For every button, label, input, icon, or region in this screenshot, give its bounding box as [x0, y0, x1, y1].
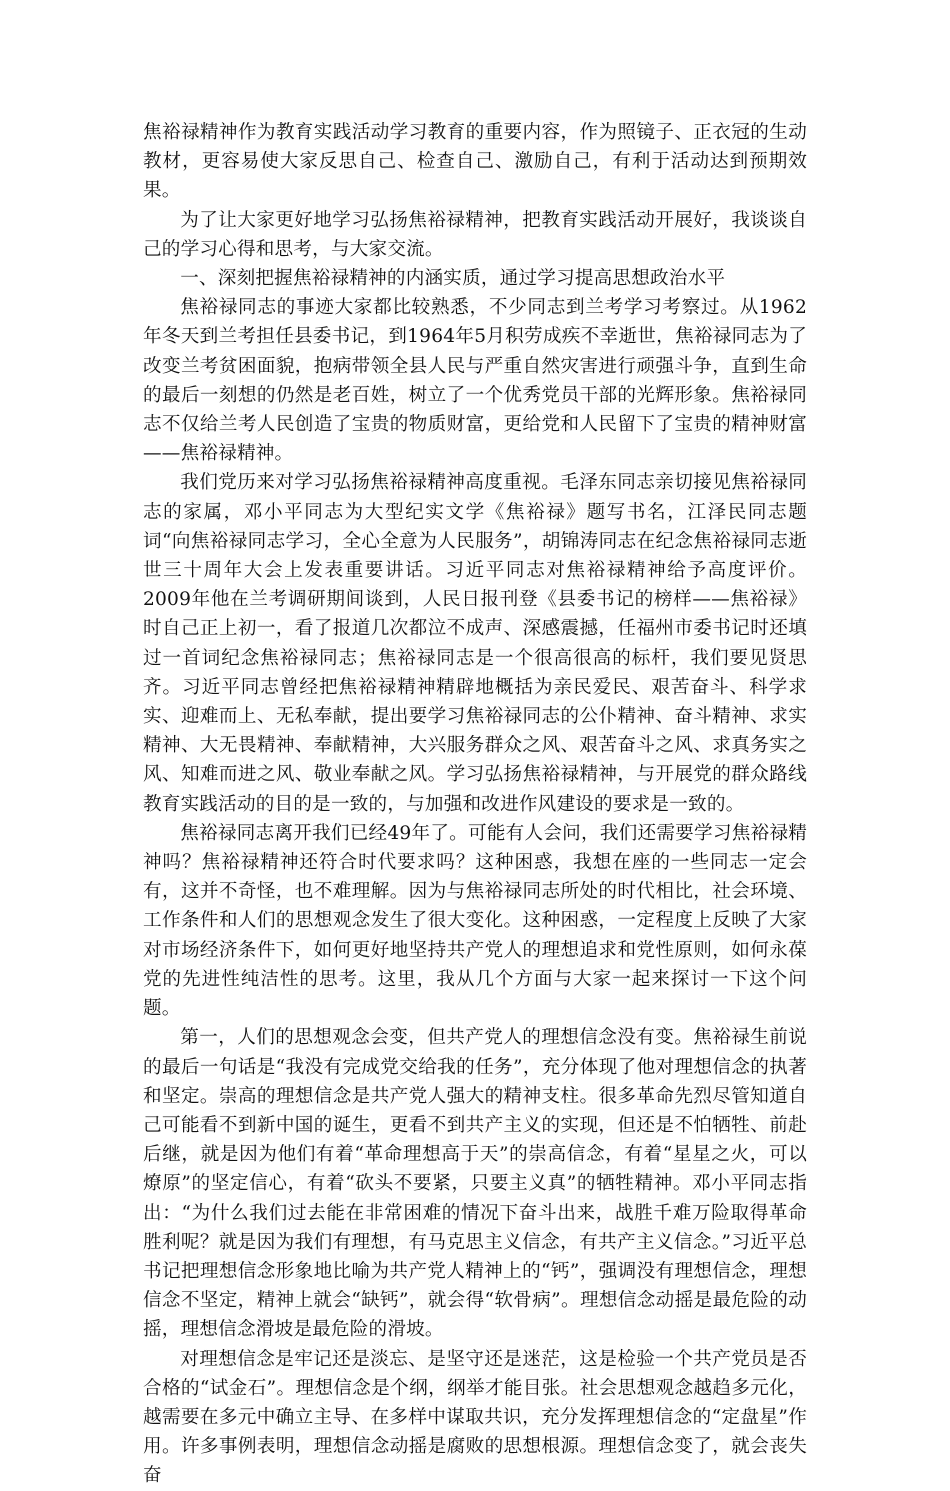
- paragraph: 焦裕禄同志离开我们已经49年了。可能有人会问，我们还需要学习焦裕禄精神吗？焦裕禄精神还符合时代要求吗？这种困惑，我想在座的一些同志一定会有，这并不奇怪，也不难理解。因为与焦裕禄同志所处的时代相比，社会环境、工作条件和人们的思想观念发生了很大变化。这种困惑，一定程度上反映了大家对市场经济条件下，如何更好地坚持共产党人的理想追求和党性原则，如何永葆党的先进性纯洁性的思考。这里，我从几个方面与大家一起来探讨一下这个问题。: [143, 822, 807, 1020]
- document-body: [143, 118, 807, 1491]
- paragraph: 为了让大家更好地学习弘扬焦裕禄精神，把教育实践活动开展好，我谈谈自己的学习心得和思考，与大家交流。: [143, 209, 807, 260]
- paragraph: 焦裕禄同志的事迹大家都比较熟悉，不少同志到兰考学习考察过。从1962年冬天到兰考担任县委书记，到1964年5月积劳成疾不幸逝世，焦裕禄同志为了改变兰考贫困面貌，抱病带领全县人民与严重自然灾害进行顽强斗争，直到生命的最后一刻想的仍然是老百姓，树立了一个优秀党员干部的光辉形象。焦裕禄同志不仅给兰考人民创造了宝贵的物质财富，更给党和人民留下了宝贵的精神财富——焦裕禄精神。: [143, 297, 807, 465]
- paragraph: 焦裕禄精神作为教育实践活动学习教育的重要内容，作为照镜子、正衣冠的生动教材，更容易使大家反思自己、检查自己、激励自己，有利于活动达到预期效果。: [143, 122, 807, 202]
- section-heading: 一、深刻把握焦裕禄精神的内涵实质，通过学习提高思想政治水平: [180, 268, 726, 290]
- paragraph: 对理想信念是牢记还是淡忘、是坚守还是迷茫，这是检验一个共产党员是否合格的“试金石”。理想信念是个纲，纲举才能目张。社会思想观念越趋多元化，越需要在多元中确立主导、在多样中谋取共识，充分发挥理想信念的“定盘星”作用。许多事例表明，理想信念动摇是腐败的思想根源。理想信念变了，就会丧失奋: [143, 1348, 807, 1487]
- paragraph: 第一，人们的思想观念会变，但共产党人的理想信念没有变。焦裕禄生前说的最后一句话是“我没有完成党交给我的任务”，充分体现了他对理想信念的执著和坚定。崇高的理想信念是共产党人强大的精神支柱。很多革命先烈尽管知道自己可能看不到新中国的诞生，更看不到共产主义的实现，但还是不怕牺牲、前赴后继，就是因为他们有着“革命理想高于天”的崇高信念，有着“星星之火，可以燎原”的坚定信心，有着“砍头不要紧，只要主义真”的牺牲精神。邓小平同志指出：“为什么我们过去能在非常困难的情况下奋斗出来，战胜千难万险取得革命胜利呢？就是因为我们有理想，有马克思主义信念，有共产主义信念。”习近平总书记把理想信念形象地比喻为共产党人精神上的“钙”，强调没有理想信念，理想信念不坚定，精神上就会“缺钙”，就会得“软骨病”。理想信念动摇是最危险的动摇，理想信念滑坡是最危险的滑坡。: [143, 1027, 807, 1341]
- paragraph: 我们党历来对学习弘扬焦裕禄精神高度重视。毛泽东同志亲切接见焦裕禄同志的家属，邓小平同志为大型纪实文学《焦裕禄》题写书名，江泽民同志题词“向焦裕禄同志学习，全心全意为人民服务”，胡锦涛同志在纪念焦裕禄同志逝世三十周年大会上发表重要讲话。习近平同志对焦裕禄精神给予高度评价。2009年他在兰考调研期间谈到，人民日报刊登《县委书记的榜样——焦裕禄》时自己正上初一，看了报道几次都泣不成声、深感震撼，任福州市委书记时还填过一首词纪念焦裕禄同志；焦裕禄同志是一个很高很高的标杆，我们要见贤思齐。习近平同志曾经把焦裕禄精神精辟地概括为亲民爱民、艰苦奋斗、科学求实、迎难而上、无私奉献，提出要学习焦裕禄同志的公仆精神、奋斗精神、求实精神、大无畏精神、奉献精神，大兴服务群众之风、艰苦奋斗之风、求真务实之风、知难而进之风、敬业奉献之风。学习弘扬焦裕禄精神，与开展党的群众路线教育实践活动的目的是一致的，与加强和改进作风建设的要求是一致的。: [143, 472, 807, 815]
